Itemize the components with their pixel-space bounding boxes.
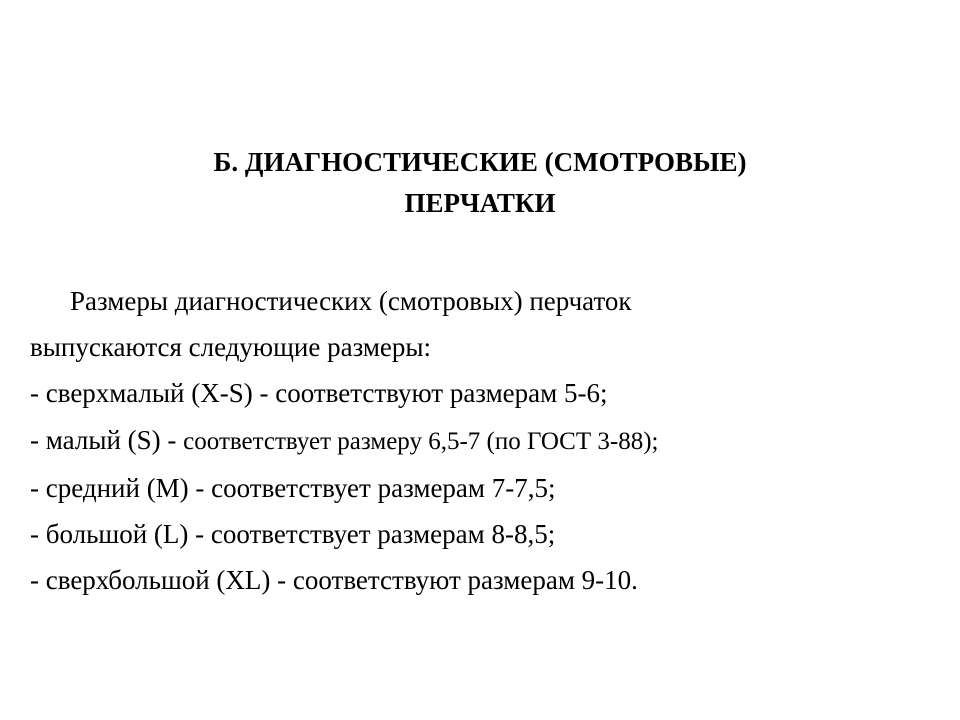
size-item-m-prefix: - средний (М) - bbox=[30, 472, 212, 503]
size-item-xl bbox=[30, 557, 940, 603]
size-item-xl-text: соответствуют размерам 9-10. bbox=[292, 565, 638, 596]
size-item-l bbox=[30, 511, 940, 557]
size-item-l-text: соответствует размерам 8-8,5; bbox=[210, 519, 556, 550]
size-item-m bbox=[30, 465, 940, 511]
slide-title bbox=[0, 142, 960, 224]
size-item-m-text: соответствует размерам 7-7,5; bbox=[211, 472, 556, 503]
size-item-xs-text: соответствуют размерам 5-6; bbox=[275, 378, 608, 409]
size-item-xs bbox=[30, 370, 940, 416]
size-item-xs-prefix: - сверхмалый (X-S) - bbox=[30, 378, 276, 409]
slide-body bbox=[30, 278, 940, 603]
intro-line-2: выпускаются следующие размеры: bbox=[30, 332, 432, 363]
intro-line-1: Размеры диагностических (смотровых) перчаток bbox=[70, 286, 632, 316]
size-item-s-text: соответствует размеру 6,5-7 (по ГОСТ 3-88); bbox=[183, 427, 659, 455]
title-line-2: ПЕРЧАТКИ bbox=[404, 188, 556, 218]
size-item-xl-prefix: - сверхбольшой (XL) - bbox=[30, 565, 293, 596]
size-item-s bbox=[30, 417, 940, 465]
size-item-l-prefix: - большой (L) - bbox=[30, 519, 211, 550]
size-item-s-prefix: - малый (S) - bbox=[30, 424, 184, 455]
title-line-1: Б. ДИАГНОСТИЧЕСКИЕ (СМОТРОВЫЕ) bbox=[213, 147, 747, 177]
